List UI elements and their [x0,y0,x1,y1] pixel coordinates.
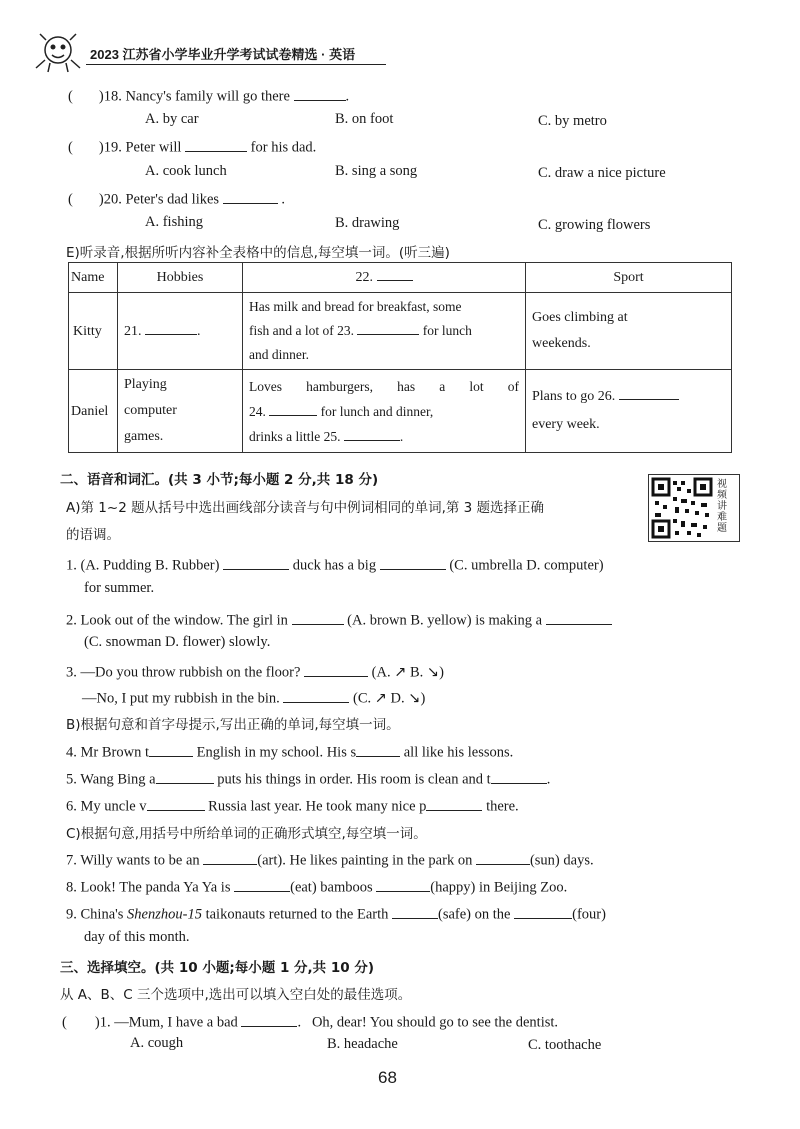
answer-blank[interactable] [283,687,349,703]
option-1a: A. cough [130,1035,184,1051]
option-1c: C. toothache [528,1037,602,1053]
answer-blank-23[interactable] [357,321,419,336]
vocab-question-7: 7. Willy wants to be an (art). He likes painting in the park on (sun) days. [66,849,594,870]
cell-daniel-name: Daniel [69,370,118,453]
answer-paren-open: ( [68,139,73,156]
answer-blank[interactable] [185,136,247,152]
answer-paren-close: ) [98,191,104,208]
vocab-question-4: 4. Mr Brown t English in my school. His s all like his lessons. [66,741,513,762]
question-text-end: . [281,191,285,208]
answer-blank-21[interactable] [145,320,197,335]
answer-blank[interactable] [304,661,368,677]
answer-blank-26[interactable] [619,385,679,400]
question-number: 18. [103,88,122,105]
option-19c: C. draw a nice picture [538,165,666,181]
section-2a-instruction-2: 的语调。 [66,527,120,543]
option-1b: B. headache [327,1036,398,1052]
header-hobbies: Hobbies [118,263,243,293]
vocab-question-9-line-2: day of this month. [84,929,190,945]
question-text: Nancy's family will go there [125,88,290,105]
option-20c: C. growing flowers [538,217,651,233]
vocab-question-3: 3. —Do you throw rubbish on the floor? (A. ↗ B. ↘) [66,661,444,682]
vocab-question-2: 2. Look out of the window. The girl in (A. brown B. yellow) is making a [66,609,612,630]
question-text: Peter will [125,139,182,156]
rising-intonation-icon: ↗ [374,690,387,707]
cell-daniel-hobby: Playing computer games. [118,370,243,453]
choice-question-1: ( )1. —Mum, I have a bad . Oh, dear! You should go to see the dentist. [62,1011,558,1032]
section-3-instruction: 从 A、B、C 三个选项中,选出可以填入空白处的最佳选项。 [60,987,412,1003]
answer-blank[interactable] [426,795,482,811]
falling-intonation-icon: ↘ [426,664,440,681]
header-name: Name [69,263,118,293]
vocab-question-1-line-2: for summer. [84,580,155,596]
header-sport: Sport [526,263,732,293]
answer-blank-25[interactable] [344,426,400,441]
header-22: 22. [243,263,526,293]
answer-blank[interactable] [476,849,530,865]
option-18c: C. by metro [538,113,607,129]
answer-blank[interactable] [241,1011,297,1027]
vocab-question-1: 1. (A. Pudding B. Rubber) duck has a big (C. umbrella D. computer) [66,554,604,575]
answer-blank[interactable] [376,876,430,892]
question-text-end: for his dad. [250,139,317,156]
option-20a: A. fishing [145,214,203,230]
cell-kitty-hobby: 21. . [118,293,243,370]
answer-blank[interactable] [294,85,346,101]
cartoon-mascot-icon [28,30,88,74]
hobbies-table [68,262,732,453]
answer-blank[interactable] [546,609,612,625]
vocab-question-6: 6. My uncle v Russia last year. He took many nice p there. [66,795,519,816]
answer-blank[interactable] [147,795,205,811]
question-19 [68,136,316,157]
answer-paren-close: ) [98,139,104,156]
answer-blank[interactable] [156,768,214,784]
option-19a: A. cook lunch [145,163,227,179]
answer-blank[interactable] [514,903,572,919]
question-18 [68,85,349,106]
cell-kitty-name: Kitty [69,293,118,370]
part-e-instruction: E)听录音,根据所听内容补全表格中的信息,每空填一词。(听三遍) [66,245,450,261]
answer-blank-24[interactable] [269,401,317,416]
vocab-question-3-line-2: —No, I put my rubbish in the bin. (C. ↗ D. ↘) [82,687,425,708]
header-title: 2023 江苏省小学毕业升学考试试卷精选 · 英语 [90,47,356,62]
vocab-question-8: 8. Look! The panda Ya Ya is (eat) bamboos (happy) in Beijing Zoo. [66,876,567,897]
answer-blank-22[interactable] [377,266,413,281]
cell-daniel-food: Loves hamburgers, has a lot of 24. for lunch and dinner, drinks a little 25. . [243,370,526,453]
option-18b: B. on foot [335,111,394,127]
answer-paren-open: ( [62,1014,67,1031]
section-2c-instruction: C)根据句意,用括号中所给单词的正确形式填空,每空填一词。 [66,826,427,842]
answer-blank[interactable] [223,554,289,570]
question-number: 20. [103,191,122,208]
answer-paren-close: ) [98,88,104,105]
answer-paren-close: ) [94,1014,100,1031]
page-number: 68 [378,1068,397,1087]
answer-blank[interactable] [392,903,438,919]
vocab-question-9: 9. China's Shenzhou-15 taikonauts returned to the Earth (safe) on the (four) [66,903,606,924]
cell-daniel-sport: Plans to go 26. every week. [526,370,732,453]
answer-blank[interactable] [149,741,193,757]
table-row-kitty [69,293,732,370]
question-20 [68,188,285,209]
answer-blank[interactable] [491,768,547,784]
falling-intonation-icon: ↘ [408,690,421,707]
answer-blank[interactable] [380,554,446,570]
question-text-end: . [345,88,350,105]
answer-blank[interactable] [292,609,344,625]
qr-code-icon [651,477,713,539]
section-2b-instruction: B)根据句意和首字母提示,写出正确的单词,每空填一词。 [66,717,400,733]
answer-paren-open: ( [68,88,73,105]
question-text: Peter's dad likes [125,191,220,208]
answer-blank[interactable] [356,741,400,757]
rising-intonation-icon: ↗ [394,664,407,681]
table-row-daniel [69,370,732,453]
answer-blank[interactable] [223,188,278,204]
section-2-title: 二、语音和词汇。(共 3 小节;每小题 2 分,共 18 分) [60,472,379,488]
option-20b: B. drawing [335,215,400,231]
qr-code-block[interactable] [648,474,740,542]
header-rule [86,64,386,65]
answer-blank[interactable] [234,876,290,892]
vocab-question-2-line-2: (C. snowman D. flower) slowly. [84,634,271,650]
page-header [28,30,768,74]
answer-blank[interactable] [203,849,257,865]
option-19b: B. sing a song [335,163,418,179]
table-header-row [69,263,732,293]
vocab-question-5: 5. Wang Bing a puts his things in order. His room is clean and t . [66,768,550,789]
option-18a: A. by car [145,111,199,127]
section-2a-instruction-1: A)第 1~2 题从括号中选出画线部分读音与句中例词相同的单词,第 3 题选择正确 [66,500,545,516]
cell-kitty-sport: Goes climbing at weekends. [526,293,732,370]
qr-label: 视频讲难题 [717,479,727,534]
cell-kitty-food: Has milk and bread for breakfast, some fish and a lot of 23. for lunch and dinner. [243,293,526,370]
section-3-title: 三、选择填空。(共 10 小题;每小题 1 分,共 10 分) [60,960,375,976]
answer-paren-open: ( [68,191,73,208]
question-number: 19. [103,139,122,156]
